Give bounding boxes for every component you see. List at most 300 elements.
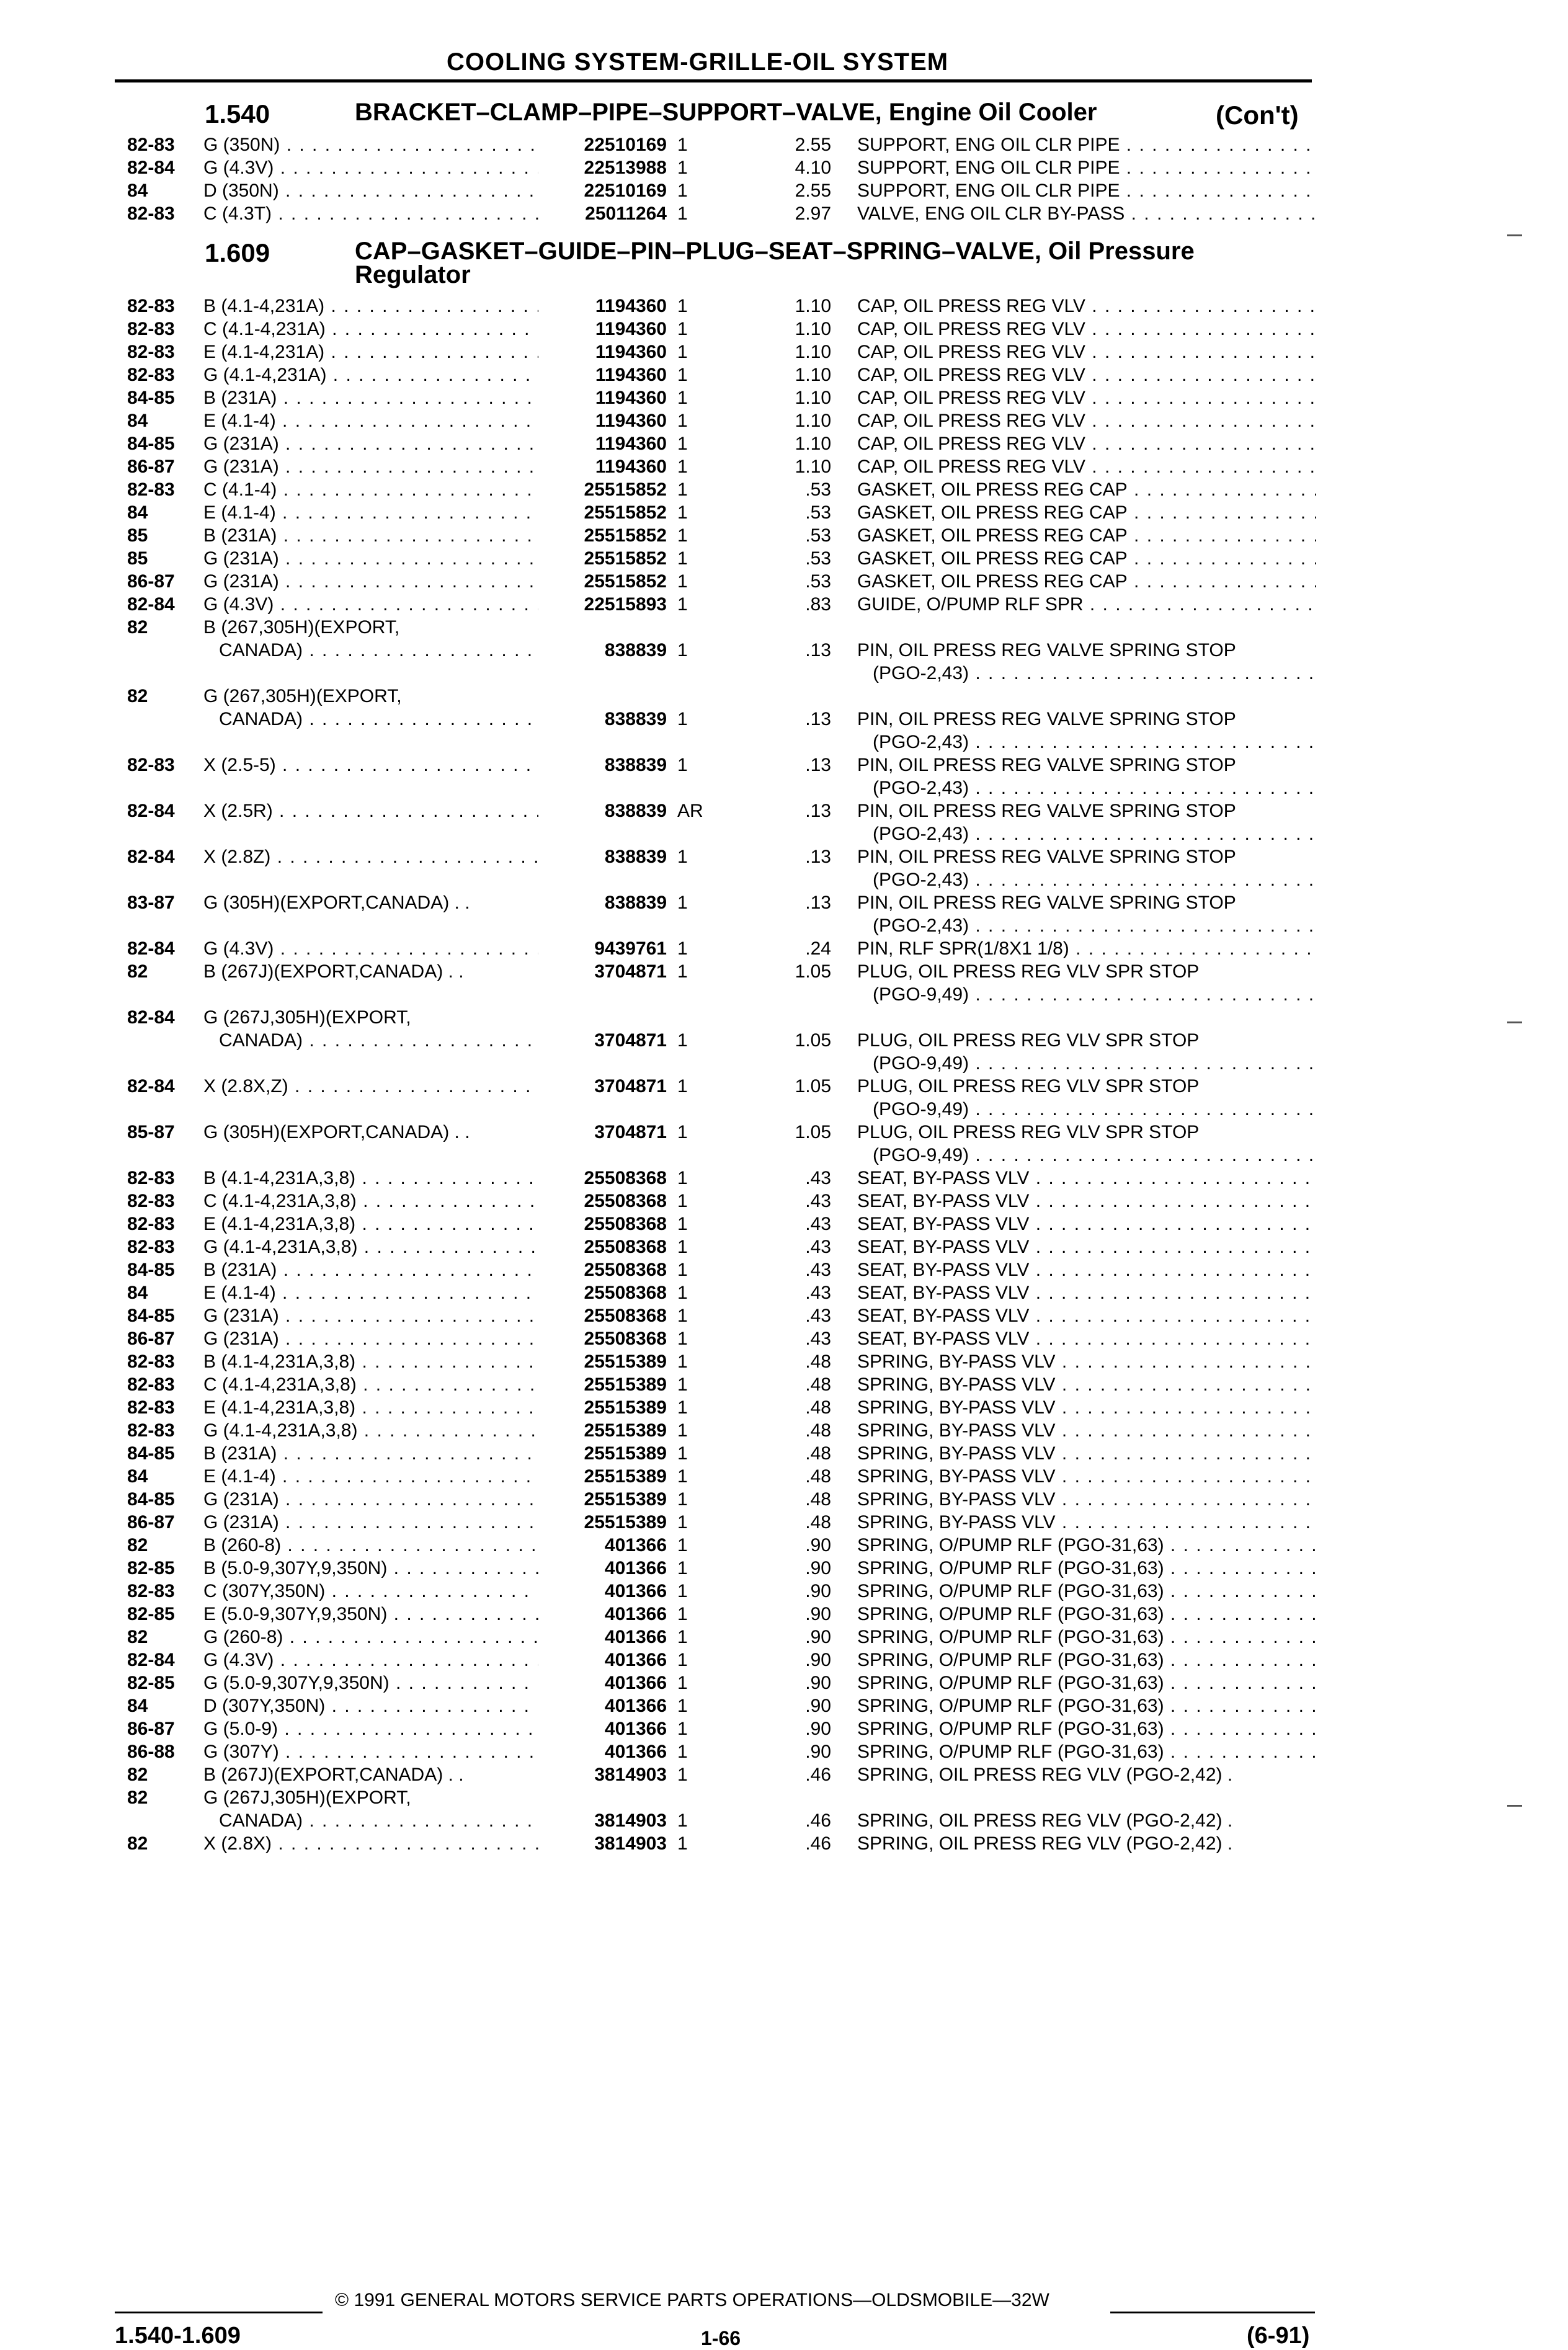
part-description bbox=[857, 156, 1316, 179]
model-line: X (2.5-5) . . . bbox=[203, 754, 538, 777]
model-year: 86-88 bbox=[127, 1742, 175, 1762]
section-title-2-sub: Regulator bbox=[355, 261, 471, 288]
part-description bbox=[857, 524, 1316, 547]
model-year: 82-84 bbox=[127, 1076, 175, 1097]
model-year: 82-83 bbox=[127, 1214, 175, 1234]
model-line: B (5.0-9,307Y,9,350N) . . . bbox=[203, 1557, 538, 1580]
price: 1.05 bbox=[795, 961, 831, 982]
model-engine bbox=[203, 616, 538, 662]
quantity: 1 bbox=[677, 892, 688, 913]
model-engine bbox=[203, 1671, 538, 1694]
part-number: 25508368 bbox=[584, 1237, 667, 1257]
part-description bbox=[857, 1488, 1316, 1511]
description-line: SPRING, O/PUMP RLF (PGO-31,63) . . . bbox=[857, 1649, 1316, 1671]
model-year: 82-83 bbox=[127, 203, 175, 224]
part-description bbox=[857, 1029, 1316, 1075]
model-line: B (267,305H)(EXPORT, bbox=[203, 617, 400, 638]
quantity: 1 bbox=[677, 1558, 688, 1578]
model-line: G (231A) . . . bbox=[203, 432, 538, 455]
model-year: 84-85 bbox=[127, 388, 175, 408]
description-line: GASKET, OIL PRESS REG CAP . . . bbox=[857, 570, 1316, 593]
model-year: 84 bbox=[127, 1283, 148, 1303]
part-number: 25515852 bbox=[584, 548, 667, 569]
price: .90 bbox=[805, 1696, 831, 1716]
description-line: PIN, OIL PRESS REG VALVE SPRING STOP bbox=[857, 640, 1236, 661]
part-number: 25515389 bbox=[584, 1443, 667, 1464]
model-year: 86-87 bbox=[127, 1329, 175, 1349]
part-number: 25508368 bbox=[584, 1260, 667, 1280]
part-number: 3704871 bbox=[594, 1030, 667, 1051]
price: .13 bbox=[805, 801, 831, 821]
description-line: SPRING, O/PUMP RLF (PGO-31,63) . . . bbox=[857, 1717, 1316, 1740]
quantity: 1 bbox=[677, 1765, 688, 1785]
model-line: B (4.1-4,231A,3,8) . . . bbox=[203, 1350, 538, 1373]
model-line: D (350N) . . . bbox=[203, 179, 538, 202]
model-line: E (4.1-4,231A,3,8) . . . bbox=[203, 1396, 538, 1419]
model-line: G (4.3V) . . . bbox=[203, 593, 538, 616]
model-line: C (307Y,350N) . . . bbox=[203, 1580, 538, 1603]
description-line: SPRING, BY-PASS VLV . . . bbox=[857, 1511, 1316, 1534]
price: 1.10 bbox=[795, 365, 831, 385]
model-engine bbox=[203, 478, 538, 501]
part-number: 3814903 bbox=[594, 1833, 667, 1854]
model-engine bbox=[203, 1786, 538, 1832]
quantity: 1 bbox=[677, 434, 688, 454]
quantity: 1 bbox=[677, 1833, 688, 1854]
quantity: 1 bbox=[677, 1810, 688, 1831]
model-engine bbox=[203, 1603, 538, 1626]
model-line: E (4.1-4) . . . bbox=[203, 1465, 538, 1488]
description-line: SPRING, BY-PASS VLV . . . bbox=[857, 1396, 1316, 1419]
price: .90 bbox=[805, 1581, 831, 1601]
quantity: 1 bbox=[677, 1627, 688, 1647]
price: .13 bbox=[805, 755, 831, 775]
part-description bbox=[857, 1419, 1316, 1442]
model-year: 82-84 bbox=[127, 801, 175, 821]
description-line: PLUG, OIL PRESS REG VLV SPR STOP bbox=[857, 1076, 1200, 1097]
model-year: 86-87 bbox=[127, 571, 175, 592]
description-line: PLUG, OIL PRESS REG VLV SPR STOP bbox=[857, 1030, 1200, 1051]
quantity: 1 bbox=[677, 1122, 688, 1142]
model-engine bbox=[203, 1511, 538, 1534]
quantity: 1 bbox=[677, 1329, 688, 1349]
quantity: 1 bbox=[677, 1581, 688, 1601]
copyright-note: © 1991 GENERAL MOTORS SERVICE PARTS OPERATIONS—OLDSMOBILE—32W bbox=[335, 2290, 1049, 2310]
part-description bbox=[857, 363, 1316, 386]
continued-label: (Con't) bbox=[1216, 100, 1299, 130]
part-description bbox=[857, 1832, 1316, 1855]
footer-rule-right bbox=[1110, 2312, 1315, 2313]
part-number: 401366 bbox=[604, 1558, 667, 1578]
price: .43 bbox=[805, 1214, 831, 1234]
price: .24 bbox=[805, 938, 831, 959]
edge-mark bbox=[1507, 234, 1522, 236]
model-line: B (231A) . . . bbox=[203, 524, 538, 547]
model-line: C (4.1-4) . . . bbox=[203, 478, 538, 501]
description-line: SUPPORT, ENG OIL CLR PIPE . . . bbox=[857, 156, 1316, 179]
model-engine bbox=[203, 501, 538, 524]
quantity: 1 bbox=[677, 502, 688, 523]
quantity: 1 bbox=[677, 479, 688, 500]
model-engine bbox=[203, 1763, 538, 1786]
model-year: 84 bbox=[127, 180, 148, 201]
part-description bbox=[857, 960, 1316, 1006]
model-line: X (2.8X,Z) . . . bbox=[203, 1075, 538, 1098]
description-line: CAP, OIL PRESS REG VLV . . . bbox=[857, 295, 1316, 318]
model-engine bbox=[203, 799, 538, 822]
model-line: G (231A) . . . bbox=[203, 547, 538, 570]
model-year: 82-83 bbox=[127, 296, 175, 316]
description-line: GASKET, OIL PRESS REG CAP . . . bbox=[857, 524, 1316, 547]
quantity: 1 bbox=[677, 1696, 688, 1716]
part-description bbox=[857, 1167, 1316, 1190]
part-description bbox=[857, 799, 1316, 845]
model-line: CANADA) . . . bbox=[203, 639, 538, 662]
price: 1.10 bbox=[795, 388, 831, 408]
description-line: SPRING, O/PUMP RLF (PGO-31,63) . . . bbox=[857, 1694, 1316, 1717]
model-year: 86-87 bbox=[127, 1719, 175, 1739]
model-engine bbox=[203, 1190, 538, 1213]
price: .53 bbox=[805, 548, 831, 569]
quantity: 1 bbox=[677, 203, 688, 224]
price: 1.10 bbox=[795, 411, 831, 431]
page-title: COOLING SYSTEM-GRILLE-OIL SYSTEM bbox=[447, 48, 949, 76]
price: .90 bbox=[805, 1673, 831, 1693]
part-description bbox=[857, 455, 1316, 478]
quantity: 1 bbox=[677, 1443, 688, 1464]
quantity: 1 bbox=[677, 1650, 688, 1670]
model-line: G (5.0-9,307Y,9,350N) . . . bbox=[203, 1671, 538, 1694]
part-description bbox=[857, 340, 1316, 363]
model-line: C (4.3T) . . . bbox=[203, 202, 538, 225]
part-number: 838839 bbox=[604, 640, 667, 661]
description-line: PIN, OIL PRESS REG VALVE SPRING STOP bbox=[857, 847, 1236, 867]
price: 2.55 bbox=[795, 135, 831, 155]
model-year: 82-84 bbox=[127, 1007, 175, 1028]
model-line: G (231A) . . . bbox=[203, 1488, 538, 1511]
quantity: 1 bbox=[677, 456, 688, 477]
price: .13 bbox=[805, 640, 831, 661]
quantity: 1 bbox=[677, 1719, 688, 1739]
description-line: (PGO-2,43) . . . bbox=[857, 914, 1316, 937]
model-engine bbox=[203, 295, 538, 318]
model-engine bbox=[203, 1649, 538, 1671]
description-line: CAP, OIL PRESS REG VLV . . . bbox=[857, 318, 1316, 340]
model-line: E (4.1-4,231A) . . . bbox=[203, 340, 538, 363]
price: .43 bbox=[805, 1260, 831, 1280]
quantity: 1 bbox=[677, 1237, 688, 1257]
price: .43 bbox=[805, 1168, 831, 1188]
quantity: 1 bbox=[677, 640, 688, 661]
model-year: 84-85 bbox=[127, 1260, 175, 1280]
model-year: 85-87 bbox=[127, 1122, 175, 1142]
model-engine bbox=[203, 754, 538, 777]
description-line: SPRING, OIL PRESS REG VLV (PGO-2,42) . bbox=[857, 1765, 1233, 1785]
description-line: SPRING, O/PUMP RLF (PGO-31,63) . . . bbox=[857, 1740, 1316, 1763]
part-description bbox=[857, 1809, 1316, 1832]
part-number: 25515852 bbox=[584, 479, 667, 500]
page-number: 1-66 bbox=[701, 2327, 741, 2349]
model-engine bbox=[203, 1465, 538, 1488]
quantity: 1 bbox=[677, 1191, 688, 1211]
model-year: 83-87 bbox=[127, 892, 175, 913]
price: 1.05 bbox=[795, 1076, 831, 1097]
part-number: 25515852 bbox=[584, 571, 667, 592]
part-number: 838839 bbox=[604, 847, 667, 867]
price: .53 bbox=[805, 479, 831, 500]
description-line: (PGO-2,43) . . . bbox=[857, 662, 1316, 685]
part-number: 838839 bbox=[604, 755, 667, 775]
part-number: 25508368 bbox=[584, 1191, 667, 1211]
table-row bbox=[0, 799, 1568, 845]
model-engine bbox=[203, 1075, 538, 1098]
price: 1.10 bbox=[795, 319, 831, 339]
description-line: GUIDE, O/PUMP RLF SPR . . . bbox=[857, 593, 1316, 616]
part-number: 25515389 bbox=[584, 1420, 667, 1441]
model-year: 82 bbox=[127, 1833, 148, 1854]
part-number: 25515389 bbox=[584, 1351, 667, 1372]
section-title-2-main: CAP–GASKET–GUIDE–PIN–PLUG–SEAT–SPRING–VALVE, Oil Pressure bbox=[355, 238, 1195, 265]
table-row bbox=[0, 1006, 1568, 1074]
description-line: SPRING, OIL PRESS REG VLV (PGO-2,42) . bbox=[857, 1833, 1233, 1854]
model-year: 82-83 bbox=[127, 1237, 175, 1257]
price: .90 bbox=[805, 1627, 831, 1647]
quantity: 1 bbox=[677, 961, 688, 982]
description-line: SPRING, BY-PASS VLV . . . bbox=[857, 1373, 1316, 1396]
description-line: GASKET, OIL PRESS REG CAP . . . bbox=[857, 478, 1316, 501]
part-number: 25515389 bbox=[584, 1374, 667, 1395]
part-number: 25508368 bbox=[584, 1214, 667, 1234]
part-description bbox=[857, 547, 1316, 570]
description-line: SPRING, O/PUMP RLF (PGO-31,63) . . . bbox=[857, 1534, 1316, 1557]
price: .90 bbox=[805, 1650, 831, 1670]
model-line: G (4.3V) . . . bbox=[203, 156, 538, 179]
quantity: 1 bbox=[677, 342, 688, 362]
price: .48 bbox=[805, 1512, 831, 1533]
model-engine bbox=[203, 1419, 538, 1442]
part-description bbox=[857, 386, 1316, 409]
price: .13 bbox=[805, 709, 831, 729]
part-number: 25515852 bbox=[584, 502, 667, 523]
model-engine bbox=[203, 845, 538, 868]
price: 2.55 bbox=[795, 180, 831, 201]
price: 1.10 bbox=[795, 342, 831, 362]
model-line: G (267,305H)(EXPORT, bbox=[203, 686, 402, 706]
price: .43 bbox=[805, 1329, 831, 1349]
model-engine bbox=[203, 1626, 538, 1649]
part-number: 401366 bbox=[604, 1650, 667, 1670]
model-year: 82-84 bbox=[127, 847, 175, 867]
description-line: SUPPORT, ENG OIL CLR PIPE . . . bbox=[857, 133, 1316, 156]
model-engine bbox=[203, 1442, 538, 1465]
model-year: 84 bbox=[127, 411, 148, 431]
quantity: 1 bbox=[677, 594, 688, 615]
edge-mark bbox=[1507, 1805, 1522, 1807]
price: .48 bbox=[805, 1489, 831, 1510]
table-row bbox=[0, 845, 1568, 891]
price: .48 bbox=[805, 1397, 831, 1418]
price: .48 bbox=[805, 1351, 831, 1372]
description-line: SEAT, BY-PASS VLV . . . bbox=[857, 1258, 1316, 1281]
table-row bbox=[0, 685, 1568, 752]
price: 1.05 bbox=[795, 1122, 831, 1142]
model-engine bbox=[203, 156, 538, 179]
model-engine bbox=[203, 202, 538, 225]
model-line: B (4.1-4,231A,3,8) . . . bbox=[203, 1167, 538, 1190]
part-number: 1194360 bbox=[595, 296, 667, 316]
table-row bbox=[0, 1121, 1568, 1167]
model-year: 82-84 bbox=[127, 938, 175, 959]
price: .48 bbox=[805, 1443, 831, 1464]
description-line: (PGO-9,49) . . . bbox=[857, 1144, 1316, 1167]
price: .48 bbox=[805, 1374, 831, 1395]
part-description bbox=[857, 179, 1316, 202]
price: 1.10 bbox=[795, 296, 831, 316]
description-line: SPRING, OIL PRESS REG VLV (PGO-2,42) . bbox=[857, 1810, 1233, 1831]
model-line: X (2.5R) . . . bbox=[203, 799, 538, 822]
price: .48 bbox=[805, 1466, 831, 1487]
model-year: 84 bbox=[127, 1696, 148, 1716]
quantity: AR bbox=[677, 801, 703, 821]
model-line: B (231A) . . . bbox=[203, 1258, 538, 1281]
description-line: PIN, OIL PRESS REG VALVE SPRING STOP bbox=[857, 801, 1236, 821]
part-description bbox=[857, 409, 1316, 432]
price: .43 bbox=[805, 1191, 831, 1211]
model-engine bbox=[203, 340, 538, 363]
model-year: 84 bbox=[127, 1466, 148, 1487]
part-description bbox=[857, 1557, 1316, 1580]
model-line: B (260-8) . . . bbox=[203, 1534, 538, 1557]
model-engine bbox=[203, 891, 538, 914]
model-line: G (307Y) . . . bbox=[203, 1740, 538, 1763]
model-engine bbox=[203, 547, 538, 570]
part-number: 401366 bbox=[604, 1581, 667, 1601]
price: .90 bbox=[805, 1558, 831, 1578]
quantity: 1 bbox=[677, 1283, 688, 1303]
price: .43 bbox=[805, 1306, 831, 1326]
part-description bbox=[857, 133, 1316, 156]
quantity: 1 bbox=[677, 1374, 688, 1395]
description-line: PIN, RLF SPR(1/8X1 1/8) . . . bbox=[857, 937, 1316, 960]
price: .53 bbox=[805, 571, 831, 592]
description-line: SPRING, O/PUMP RLF (PGO-31,63) . . . bbox=[857, 1557, 1316, 1580]
model-engine bbox=[203, 1396, 538, 1419]
model-engine bbox=[203, 386, 538, 409]
model-line: B (267J)(EXPORT,CANADA) . . bbox=[203, 1765, 464, 1785]
model-engine bbox=[203, 1488, 538, 1511]
model-line: CANADA) . . . bbox=[203, 1029, 538, 1052]
model-engine bbox=[203, 409, 538, 432]
description-line: CAP, OIL PRESS REG VLV . . . bbox=[857, 432, 1316, 455]
model-year: 84-85 bbox=[127, 1489, 175, 1510]
part-description bbox=[857, 501, 1316, 524]
description-line: SEAT, BY-PASS VLV . . . bbox=[857, 1235, 1316, 1258]
part-description bbox=[857, 1465, 1316, 1488]
part-description bbox=[857, 570, 1316, 593]
part-number: 25515389 bbox=[584, 1397, 667, 1418]
model-line: CANADA) . . . bbox=[203, 708, 538, 731]
part-description bbox=[857, 1190, 1316, 1213]
price: 4.10 bbox=[795, 158, 831, 178]
table-row bbox=[0, 1832, 1568, 1878]
model-year: 82-84 bbox=[127, 594, 175, 615]
model-line: B (231A) . . . bbox=[203, 1442, 538, 1465]
part-number: 1194360 bbox=[595, 365, 667, 385]
description-line: VALVE, ENG OIL CLR BY-PASS . . . bbox=[857, 202, 1316, 225]
model-year: 82-83 bbox=[127, 1168, 175, 1188]
model-line: G (231A) . . . bbox=[203, 1327, 538, 1350]
quantity: 1 bbox=[677, 296, 688, 316]
quantity: 1 bbox=[677, 525, 688, 546]
model-engine bbox=[203, 1534, 538, 1557]
model-line: G (4.3V) . . . bbox=[203, 937, 538, 960]
part-number: 1194360 bbox=[595, 342, 667, 362]
quantity: 1 bbox=[677, 548, 688, 569]
part-number: 25515389 bbox=[584, 1466, 667, 1487]
model-year: 82-83 bbox=[127, 479, 175, 500]
part-description bbox=[857, 318, 1316, 340]
part-description bbox=[857, 1626, 1316, 1649]
price: .43 bbox=[805, 1283, 831, 1303]
model-year: 82-83 bbox=[127, 1191, 175, 1211]
table-row bbox=[0, 616, 1568, 683]
description-line: PLUG, OIL PRESS REG VLV SPR STOP bbox=[857, 961, 1200, 982]
model-line: G (305H)(EXPORT,CANADA) . . bbox=[203, 1122, 470, 1142]
model-engine bbox=[203, 133, 538, 156]
model-engine bbox=[203, 593, 538, 616]
model-year: 85 bbox=[127, 548, 148, 569]
model-line: G (4.3V) . . . bbox=[203, 1649, 538, 1671]
part-number: 25515389 bbox=[584, 1512, 667, 1533]
table-row bbox=[0, 754, 1568, 799]
model-engine bbox=[203, 318, 538, 340]
part-description bbox=[857, 639, 1316, 685]
description-line: (PGO-9,49) . . . bbox=[857, 1052, 1316, 1075]
model-line: G (260-8) . . . bbox=[203, 1626, 538, 1649]
part-number: 22510169 bbox=[584, 180, 667, 201]
model-line: B (4.1-4,231A) . . . bbox=[203, 295, 538, 318]
description-line: CAP, OIL PRESS REG VLV . . . bbox=[857, 409, 1316, 432]
description-line: CAP, OIL PRESS REG VLV . . . bbox=[857, 363, 1316, 386]
price: 2.97 bbox=[795, 203, 831, 224]
model-line: C (4.1-4,231A) . . . bbox=[203, 318, 538, 340]
part-number: 3814903 bbox=[594, 1765, 667, 1785]
model-line: B (231A) . . . bbox=[203, 386, 538, 409]
part-description bbox=[857, 1740, 1316, 1763]
price: .13 bbox=[805, 847, 831, 867]
price: .53 bbox=[805, 502, 831, 523]
part-description bbox=[857, 891, 1316, 937]
quantity: 1 bbox=[677, 1260, 688, 1280]
model-engine bbox=[203, 570, 538, 593]
model-engine bbox=[203, 937, 538, 960]
quantity: 1 bbox=[677, 571, 688, 592]
model-line: G (267J,305H)(EXPORT, bbox=[203, 1007, 411, 1028]
price: 1.10 bbox=[795, 456, 831, 477]
price: .46 bbox=[805, 1833, 831, 1854]
model-engine bbox=[203, 960, 538, 983]
description-line: SPRING, BY-PASS VLV . . . bbox=[857, 1350, 1316, 1373]
model-year: 82 bbox=[127, 686, 148, 706]
model-line: G (231A) . . . bbox=[203, 1304, 538, 1327]
description-line: SPRING, O/PUMP RLF (PGO-31,63) . . . bbox=[857, 1580, 1316, 1603]
part-number: 22513988 bbox=[584, 158, 667, 178]
part-description bbox=[857, 1603, 1316, 1626]
model-year: 82-83 bbox=[127, 319, 175, 339]
model-year: 84-85 bbox=[127, 434, 175, 454]
quantity: 1 bbox=[677, 709, 688, 729]
part-description bbox=[857, 1121, 1316, 1167]
